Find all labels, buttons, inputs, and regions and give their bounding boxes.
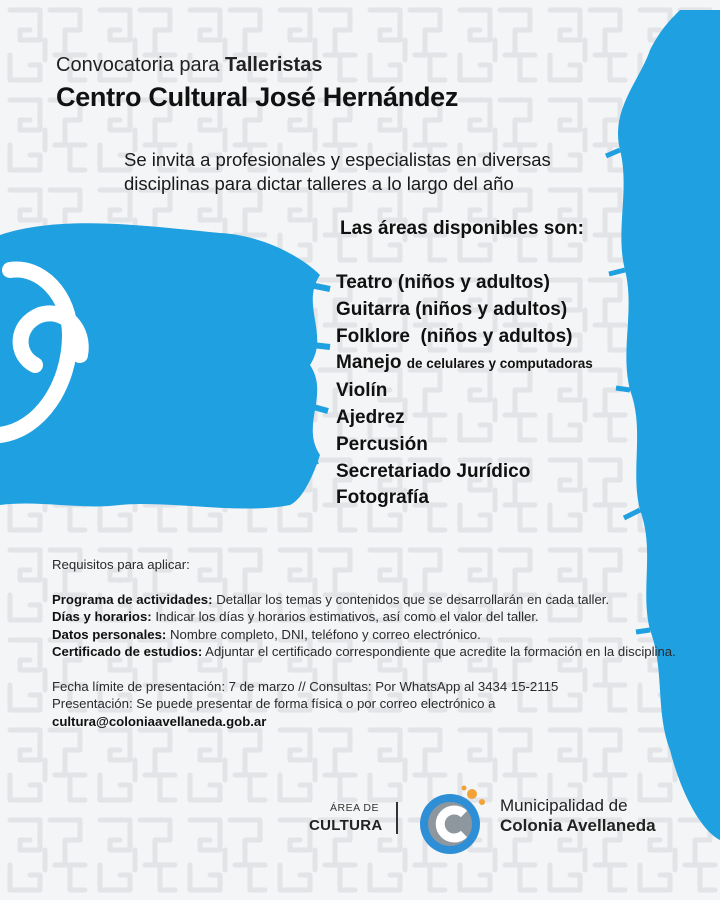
requirement-label: Programa de actividades: (52, 591, 213, 607)
area-item: Ajedrez (336, 406, 405, 428)
subtitle-bold: Talleristas (225, 54, 323, 76)
subtitle-prefix: Convocatoria para (56, 54, 220, 76)
intro-line-1: Se invita a profesionales y especialistas en diversas (124, 149, 551, 170)
area-item: Secretariado Jurídico (336, 460, 531, 482)
presentation-text: Presentación: Se puede presentar de forma física o por correo electrónico a (52, 696, 496, 711)
area-item: Guitarra (niños y adultos) (336, 298, 568, 320)
requirement-label: Certificado de estudios: (52, 644, 203, 659)
intro-text (124, 148, 624, 196)
header-subtitle (56, 54, 322, 77)
requirement-text: Adjuntar el certificado correspondiente que acredite la formación en la disciplina. (205, 644, 676, 659)
municipality-name-line-2: Colonia Avellaneda (500, 816, 656, 835)
deadline-text: Fecha límite de presentación: 7 de marzo // Consultas: Por WhatsApp al 3434 15-2115 (52, 678, 559, 694)
footer (0, 770, 720, 870)
footer-divider (396, 802, 398, 834)
area-item: Fotografía (336, 487, 429, 509)
area-item: Folklore (niños y adultos) (336, 325, 573, 347)
areas-title: Las áreas disponibles son: (340, 218, 584, 239)
area-item: Teatro (niños y adultos) (336, 272, 550, 293)
requirement-label: Días y horarios: (52, 609, 152, 624)
area-item: Percusión (336, 433, 428, 455)
municipality-name-line-1: Municipalidad de (500, 796, 628, 815)
requirement-label: Datos personales: (52, 626, 167, 642)
page-title: Centro Cultural José Hernández (56, 82, 459, 112)
requirements-title: Requisitos para aplicar: (52, 557, 190, 572)
requirement-item (52, 626, 682, 644)
area-item: Manejo de celulares y computadoras (336, 352, 593, 374)
requirement-item (52, 643, 682, 661)
requirement-item (52, 608, 682, 626)
area-item-note: de celulares y computadoras (406, 356, 593, 372)
requirement-text: Indicar los días y horarios estimativos, así como el valor del taller. (155, 609, 539, 624)
requirement-item (52, 591, 682, 609)
areas-list (336, 270, 593, 512)
area-label-big: CULTURA (309, 817, 383, 834)
requirement-text: Nombre completo, DNI, teléfono y correo electrónico. (170, 626, 481, 642)
contact-email: cultura@coloniaavellaneda.gob.ar (52, 713, 267, 729)
intro-line-2: disciplinas para dictar talleres a lo largo del año (124, 173, 514, 194)
requirement-text: Detallar los temas y contenidos que se desarrollarán en cada taller. (216, 591, 610, 607)
area-label-small: ÁREA DE (330, 802, 380, 814)
area-item: Violín (336, 380, 388, 402)
municipal-c-logo-icon (412, 780, 492, 860)
requirements-section (52, 556, 682, 730)
